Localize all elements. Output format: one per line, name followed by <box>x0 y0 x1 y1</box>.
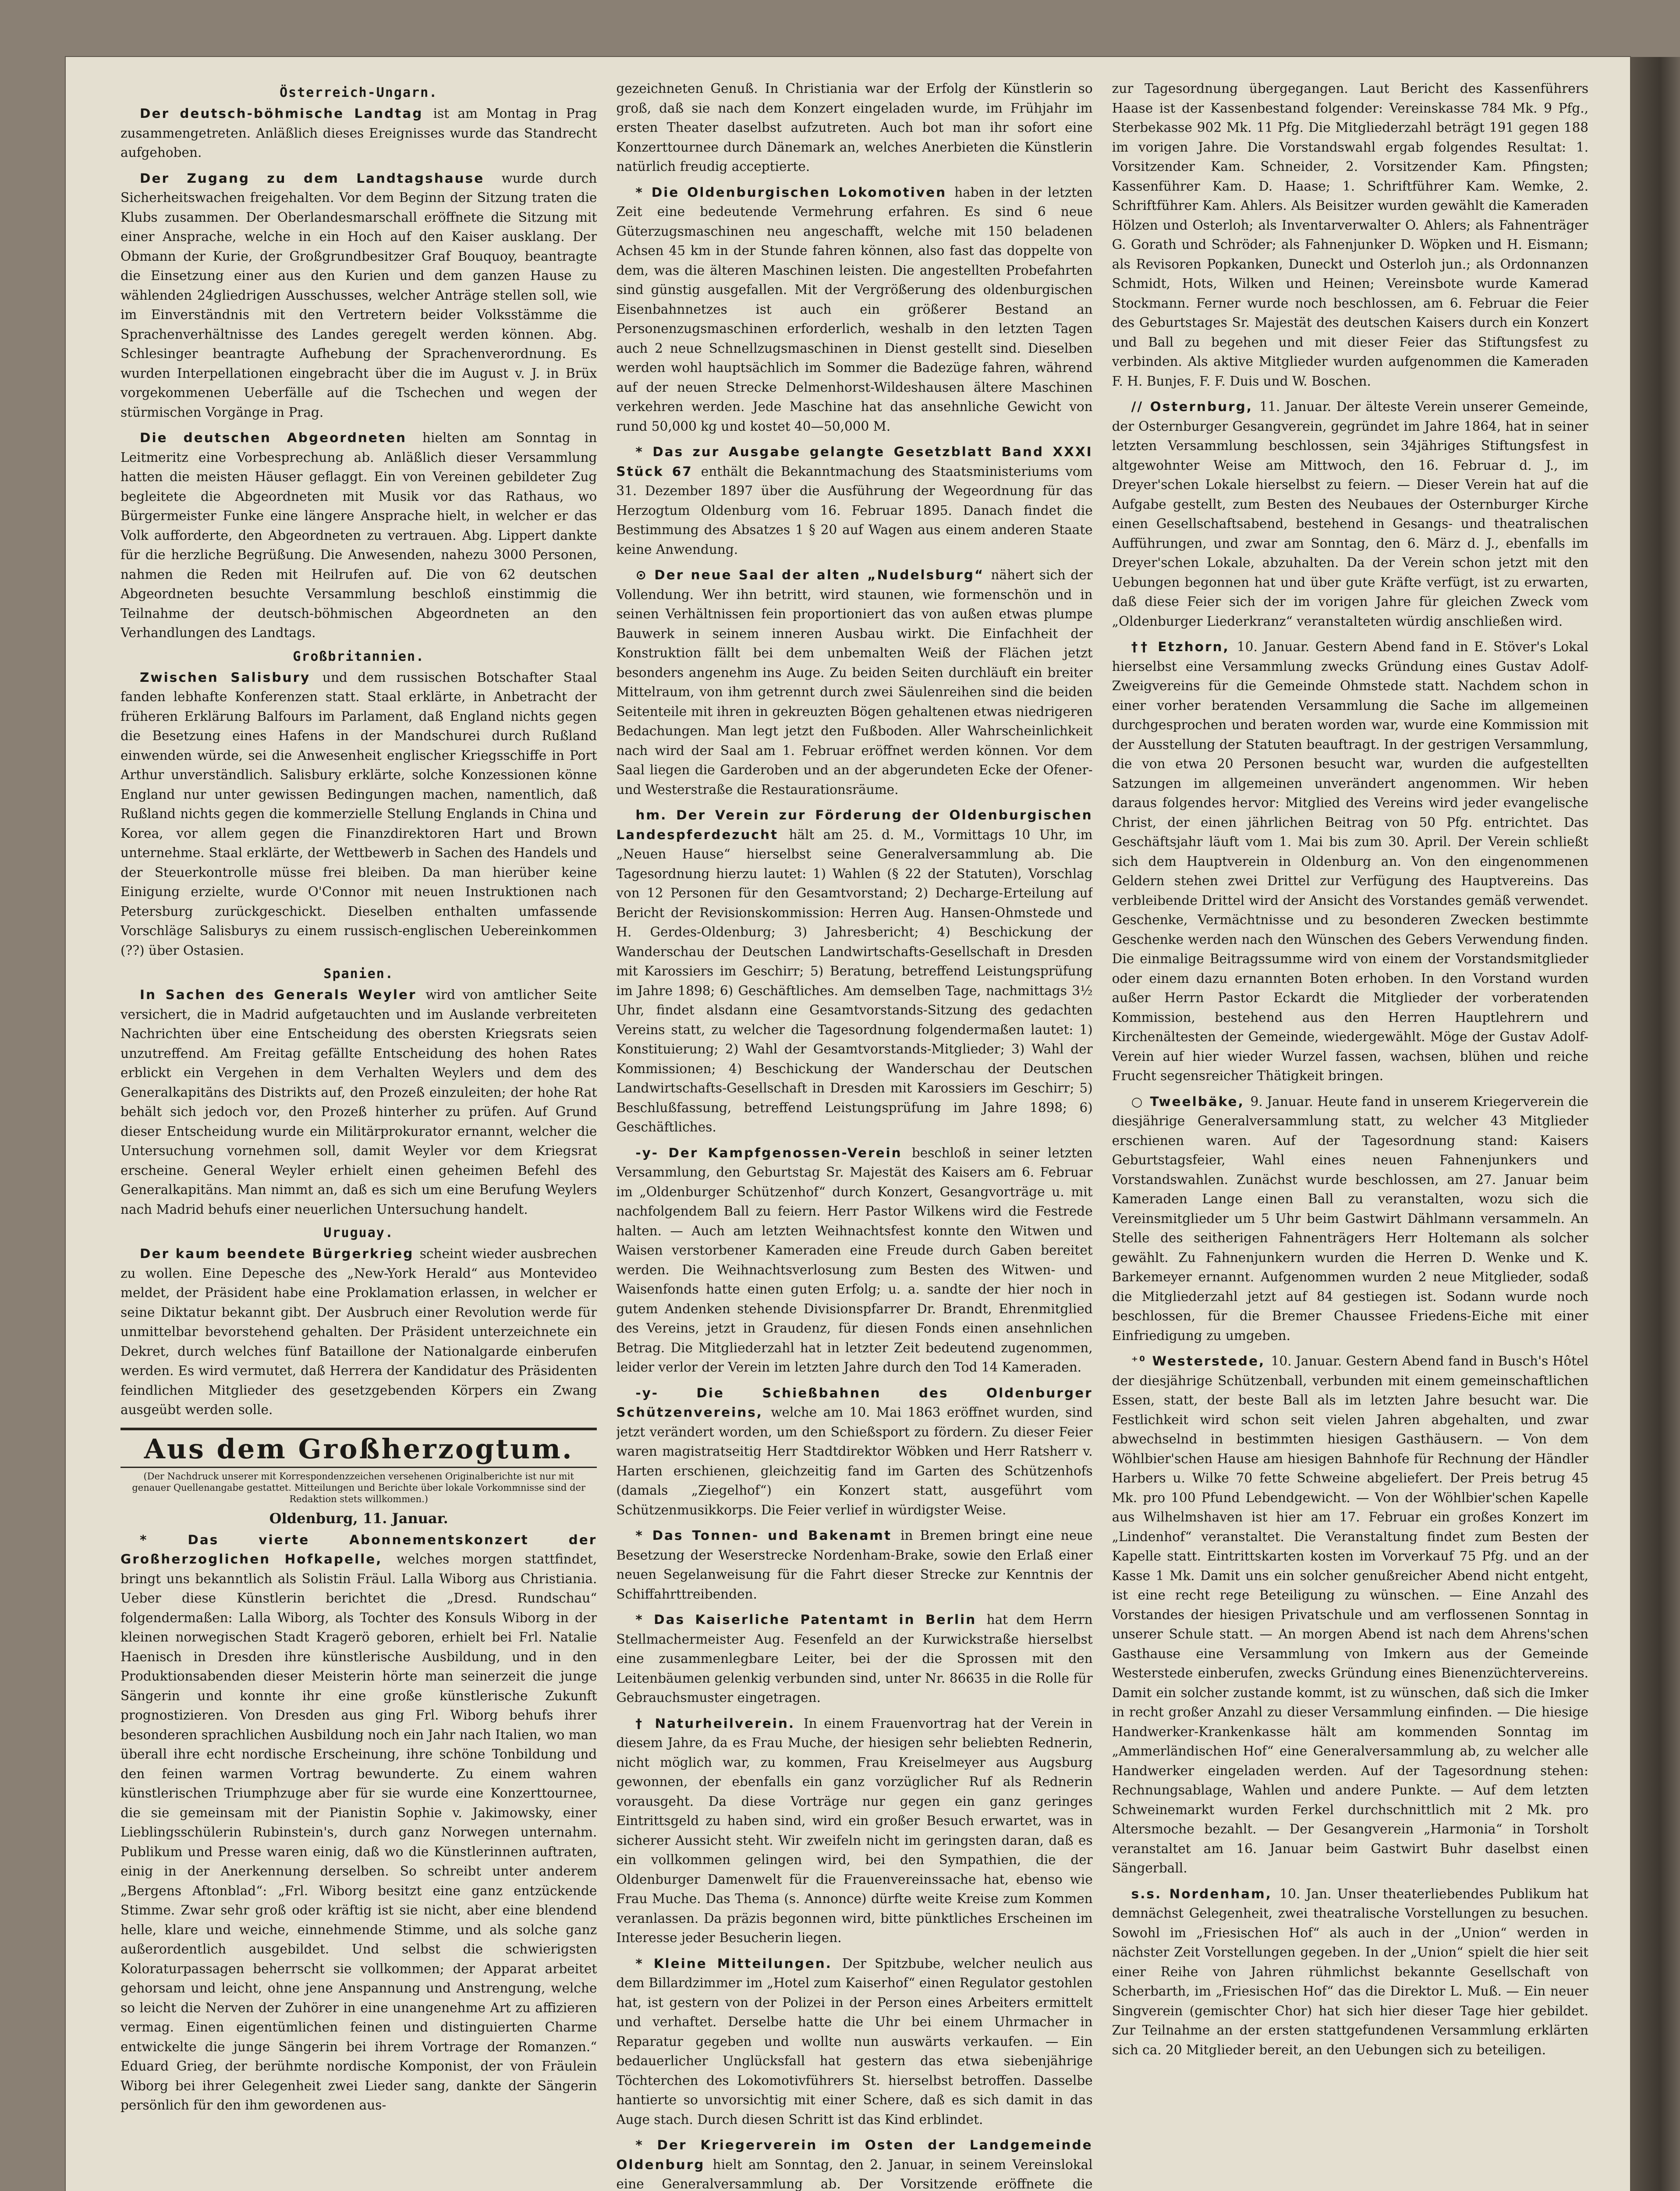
news-paragraph <box>121 104 597 163</box>
section-heading: Österreich-Ungarn. <box>280 85 438 100</box>
news-item <box>1112 1092 1588 1346</box>
item-text: welches morgen stattfindet, bringt uns bekanntlich als Solistin Fräul. Lalla Wiborg aus Christiania. Ueber diese Künstlerin berichtet die „Dresd. Rundschau“ folgendermaßen: Lalla Wiborg, als Tochter des Konsuls Wiborg in der kleinen norwegischen Stadt Kragerö geboren, erhielt bei Frl. Natalie Haenisch in Dresden ihre künstlerische Ausbildung, und in den Produktionsabenden dieser Meisterin hörte man seinerzeit die junge Sängerin und konnte ihr eine große künstlerische Zukunft prognostizieren. Von Dresden aus ging Frl. Wiborg behufs ihrer besonderen sprachlichen Ausbildung noch ein Jahr nach Italien, wo man überall ihre echt nordische Erscheinung, ihre schöne Tonbildung und den feinen warmen Vortrag bewunderte. Zu einem wahren künstlerischen Triumphzuge aber für sie wurde eine Konzerttournee, die sie gemeinsam mit der Pianistin Sophie v. Jakimowsky, einer Lieblingsschülerin Rubinstein's, durch ganz Norwegen unternahm. Publikum und Presse waren einig, daß wo die Künstlerinnen auftraten, einig in der Anerkennung derselben. So schreibt unter anderem „Bergens Aftonblad“: „Frl. Wiborg besitzt eine ganz entzückende Stimme. Zwar sehr groß oder kräftig ist sie nicht, aber eine blendend helle, klare und weiche, einnehmende Stimme, und als solche ganz außerordentlich ausgebildet. Und selbst die schwierigsten Koloraturpassagen beherrscht sie vollkommen; der Apparat arbeitet gehorsam und leicht, ohne jene Anspannung und Anstrengung, welche so leicht die Nerven der Zuhörer in eine unangenehme Art zu affizieren vermag. Einen eigentümlichen feinen und distinguierten Charme entwickelte die junge Sängerin bei ihrem Vortrage der Romanzen.“ Eduard Grieg, der berühmte nordische Komponist, der von Fräulein Wiborg bei ihrer Gelegenheit zwei Lieder sang, dankte der Sängerin persönlich für den ihm gewordenen aus- <box>121 1552 597 2113</box>
news-paragraph <box>1112 1351 1588 1878</box>
news-item <box>616 805 1092 1137</box>
news-paragraph <box>616 183 1092 436</box>
item-lead: -y- Der Kampfgenossen-Verein <box>635 1145 912 1160</box>
item-lead: Der Zugang zu dem Landtagshause <box>140 170 502 186</box>
news-item <box>616 1714 1092 1948</box>
news-paragraph <box>616 1610 1092 1708</box>
item-text: In einem Frauenvortrag hat der Verein in diesem Jahre, da es Frau Muche, der hiesigen sehr beliebten Rednerin, nicht möglich war, zu kommen, Frau Kreiselmeyer aus Augsburg gewonnen, der ebenfalls ein ganz vorzüglicher Ruf als Rednerin vorausgeht. Da diese Vorträge nur gegen ein ganz geringes Eintrittsgeld zu haben sind, wird ein großer Besuch erwartet, was in sicherer Aussicht steht. Wir zweifeln nicht im geringsten daran, daß es ein vollkommen gelingen wird, bei den Sympathien, die der Oldenburger Damenwelt für die Frauenvereinssache hat, ebenso wie Frau Muche. Das Thema (s. Annonce) dürfte weite Kreise zum Kommen veranlassen. Da präzis begonnen wird, bitte pünktliches Erscheinen im Interesse jeder Besucherin liegen. <box>616 1716 1093 1945</box>
item-text: Der Spitzbube, welcher neulich aus dem Billardzimmer im „Hotel zum Kaiserhof“ einen Regulator gestohlen hat, ist gestern von der Polizei in der Person eines Arbeiters ermittelt und verhaftet. Derselbe hatte die Uhr bei einem Uhrmacher in Reparatur gegeben und wollte nun auswärts verkaufen. — Ein bedauerlicher Unglücksfall hat gestern das etwa siebenjährige Töchterchen des Lokomotivführers St. hierselbst betroffen. Dasselbe hantierte so unvorsichtig mit einer Schere, daß es sich damit in das Auge stach. Durch diesen Schritt ist das Kind erblindet. <box>616 1956 1093 2127</box>
news-paragraph <box>121 985 597 1219</box>
section-heading: Großbritannien. <box>293 649 425 664</box>
item-lead: ⊙ Der neue Saal der alten „Nudelsburg“ <box>635 567 991 582</box>
item-text: gezeichneten Genuß. In Christiania war der Erfolg der Künstlerin so groß, daß sie nach dem Konzert eingeladen wurde, im Frühjahr im ersten Theater daselbst aufzutreten. Auch bot man ihr sofort eine Konzerttournee durch Dänemark an, welches Anerbieten die Künstlerin natürlich freudig acceptierte. <box>616 81 1093 174</box>
item-lead: †† Etzhorn, <box>1131 639 1237 654</box>
item-text: welche am 10. Mai 1863 eröffnet wurden, sind jetzt verändert worden, um den Schießsport zu fördern. Zu dieser Feier waren magistratseitig Herr Stadtdirektor Wöbken und Herr Ratsherr v. Harten erschienen, gleichzeitig fand im Garten des Schützenhofs (damals „Ziegelhof“) ein Konzert statt, ausgeführt vom Schützenmusikkorps. Die Feier verlief in würdigster Weise. <box>616 1405 1093 1517</box>
news-item <box>1112 397 1588 631</box>
news-item <box>616 79 1092 177</box>
item-lead: s.s. Nordenham, <box>1131 1886 1280 1901</box>
item-text: in Bremen bringt eine neue Besetzung der Weserstrecke Nordenham-Brake, sowie den Erlaß einer neuen Segelanweisung für die Fahrt dieser Strecke zur Kenntnis der Schiffahrttreibenden. <box>616 1528 1093 1602</box>
news-item <box>121 668 597 961</box>
news-paragraph <box>121 428 597 643</box>
news-item <box>121 104 597 163</box>
item-text: 10. Jan. Unser theaterliebendes Publikum hat demnächst Gelegenheit, zwei theatralische Vorstellungen zu besuchen. Sowohl im „Friesischen Hof“ als auch in der „Union“ werden in nächster Zeit Vorstellungen gegeben. In der „Union“ spielt die hier seit einer Reihe von Jahren rühmlichst bekannte Gesellschaft von Scherbarth, im „Friesischen Hof“ das die Direktor L. Muß. — Ein neuer Singverein (gemischter Chor) hat sich hier dieser Tage hier gebildet. Zur Teilnahme an der ersten stattgefundenen Versammlung erklärten sich ca. 20 Mitglieder bereit, an den Uebungen sich zu beteiligen. <box>1112 1886 1588 2057</box>
item-lead: Der kaum beendete Bürgerkrieg <box>140 1246 420 1261</box>
item-lead: * Das Tonnen- und Bakenamt <box>635 1528 901 1543</box>
news-paragraph <box>616 442 1092 559</box>
item-lead: * Das vierte Abonnementskonzert der Großherzoglichen Hofkapelle, <box>121 1532 597 1567</box>
news-paragraph <box>616 1383 1092 1520</box>
news-item <box>121 428 597 643</box>
item-text: hat dem Herrn Stellmachermeister Aug. Fesenfeld an der Kurwickstraße hierselbst eine zusammenlegbare Leiter, bei der die Sprossen mit den Leitenbäumen gelenkig verbunden sind, unter Nr. 86635 in die Rolle für Gebrauchsmuster eingetragen. <box>616 1612 1093 1705</box>
news-item <box>616 1610 1092 1708</box>
column-2 <box>616 79 1092 2191</box>
regional-section-title: Aus dem Großherzogtum. <box>121 1428 597 1468</box>
item-lead: Die deutschen Abgeordneten <box>140 430 423 445</box>
news-paragraph <box>1112 397 1588 631</box>
text-columns <box>121 79 1588 2191</box>
news-paragraph <box>616 1526 1092 1604</box>
news-item <box>616 1143 1092 1377</box>
news-item <box>1112 79 1588 391</box>
item-lead: -y- Die Schießbahnen des Oldenburger Schützenvereins, <box>616 1385 1093 1420</box>
adjacent-page-edge <box>1630 57 1680 2191</box>
item-text: nähert sich der Vollendung. Wer ihn betritt, wird staunen, wie formenschön und in seinen Verhältnissen fein proportioniert das von außen etwas plumpe Bauwerk in seinem inneren Ausbau wirkt. Die Einfachheit der Konstruktion fällt bei dem unbemalten Weiß der Flächen jetzt besonders angenehm ins Auge. Zu beiden Seiten durchläuft ein breiter Mittelraum, von ihm getrennt durch zwei Säulenreihen sind die beiden Seitenteile mit ihren in gekreuzten Bögen gehaltenen etwas niedrigeren Bedachungen. Man legt jetzt den Fußboden. Aller Wahrscheinlichkeit nach wird der Saal am 1. Februar eröffnet werden können. Vor dem Saal liegen die Garderoben und an der abgerundeten Ecke der Ofener- und Westerstraße die Restaurationsräume. <box>616 567 1093 797</box>
news-paragraph <box>616 1954 1092 2130</box>
item-text: und dem russischen Botschafter Staal fanden lebhafte Konferenzen statt. Staal erklärte, in Anbetracht der früheren Erklärung Balfours im Parlament, daß England nichts gegen die Besetzung eines Hafens in der Mandschurei durch Rußland einwenden würde, sei die Anwesenheit englischer Kriegsschiffe in Port Arthur unverständlich. Salisbury erklärte, solche Konzessionen könne England nur unter gewissen Bedingungen machen, namentlich, daß Rußland nichts gegen die kommerzielle Stellung Englands in China und Korea, vor allem gegen die Finanzdirektoren Hart und Brown unternehme. Staal erklärte, der Wettbewerb in Sachen des Handels und der Steuerkontrolle müsse frei bleiben. Da man hierüber keine Einigung erzielte, wurde O'Connor mit neuen Instruktionen nach Petersburg zurückgeschickt. Dieselben enthalten umfassende Vorschläge Salisburys zu einem russisch-englischen Uebereinkommen (??) über Ostasien. <box>121 670 597 958</box>
news-paragraph <box>616 1714 1092 1948</box>
item-lead: † Naturheilverein. <box>635 1716 804 1731</box>
reprint-notice: (Der Nachdruck unserer mit Korrespondenzzeichen versehenen Originalberichte ist nur mit genauer Quellenangabe gestattet. Mitteilungen und Berichte über lokale Vorkommnisse sind der Redaktion stets willkommen.) <box>132 1471 585 1504</box>
news-item <box>616 1954 1092 2130</box>
item-lead: * Das zur Ausgabe gelangte Gesetzblatt Band XXXI Stück 67 <box>616 444 1093 479</box>
news-item <box>121 1530 597 2115</box>
news-paragraph <box>1112 1884 1588 2060</box>
column-1 <box>121 79 597 2191</box>
item-text: wird von amtlicher Seite versichert, die in Madrid aufgetauchten und im Auslande verbreiteten Nachrichten über eine Entscheidung des obersten Kriegsrats seien unzutreffend. Am Freitag gefällte Entscheidung des hohen Rates erblickt ein Vergehen in dem Verhalten Weylers und dem des Generalkapitäns des Distrikts auf, den Prozeß einzuleiten; der hohe Rat behält sich jedoch vor, den Prozeß hinterher zu prüfen. Auf Grund dieser Entscheidung wurde ein Militärprokurator ernannt, welcher die Untersuchung vornehmen soll, damit Weyler vor dem Kriegsrat erscheine. General Weyler erhielt einen geheimen Befehl des Generalkapitäns. Man nimmt an, daß es sich um eine Berufung Weylers nach Madrid behufs einer neuerlichen Untersuchung handelt. <box>121 987 597 1217</box>
item-text: enthält die Bekanntmachung des Staatsministeriums vom 31. Dezember 1897 über die Ausführung der Wegeordnung für das Herzogtum Oldenburg vom 16. Februar 1895. Danach findet die Bestimmung des Absatzes 1 § 20 auf Wagen aus einem anderen Staate keine Anwendung. <box>616 464 1093 557</box>
news-item <box>616 183 1092 436</box>
news-item <box>616 565 1092 799</box>
item-lead: * Das Kaiserliche Patentamt in Berlin <box>635 1612 987 1627</box>
item-text: zur Tagesordnung übergegangen. Laut Bericht des Kassenführers Haase ist der Kassenbestand folgender: Vereinskasse 784 Mk. 9 Pfg., Sterbekasse 902 Mk. 11 Pfg. Die Mitgliederzahl beträgt 191 gegen 188 im vorigen Jahre. Die Vorstandswahl ergab folgendes Resultat: 1. Vorsitzender Kam. Schneider, 2. Vorsitzender Kam. Pfingsten; Kassenführer Kam. D. Haase; 1. Schriftführer Kam. Wemke, 2. Schriftführer Kam. Ahlers. Als Beisitzer wurden gewählt die Kameraden Hölzen und Osterloh; als Inventarverwalter O. Ahlers; als Fahnenträger G. Gorath und Schröder; als Fahnenjunker D. Wöpken und H. Eismann; als Revisoren Popkanken, Duneckt und Osterloh jun.; als Ordonnanzen Schmidt, Hots, Wilken und Heinen; Vereinsbote wurde Kamerad Stockmann. Ferner wurde noch beschlossen, am 6. Februar die Feier des Geburtstages Sr. Majestät des deutschen Kaisers durch ein Konzert und Ball zu begehen und mit dieser Feier das Stiftungsfest zu verbinden. Als aktive Mitglieder wurden aufgenommen die Kameraden F. H. Bunjes, F. F. Duis und W. Boschen. <box>1112 81 1588 389</box>
news-paragraph <box>616 1143 1092 1377</box>
item-lead: * Die Oldenburgischen Lokomotiven <box>635 184 955 200</box>
section-heading: Spanien. <box>323 966 394 982</box>
item-lead: Zwischen Salisbury <box>140 670 323 685</box>
item-lead: ⁺⁰ Westerstede, <box>1131 1354 1271 1368</box>
news-paragraph <box>616 79 1092 177</box>
news-item <box>616 1526 1092 1604</box>
news-item <box>1112 637 1588 1086</box>
item-text: 11. Januar. Der älteste Verein unserer Gemeinde, der Osternburger Gesangverein, gegründet im Jahre 1864, hat in seiner letzten Versammlung beschlossen, sein 34jähriges Stiftungsfest in altgewohnter Weise am Mittwoch, den 16. Februar d. J., im Dreyer'schen Lokale hierselbst zu feiern. — Dieser Verein hat auf die Aufgabe gestellt, zum Besten des Neubaues der Osternburger Kirche einen Gesellschaftsabend, bestehend in Gesangs- und theatralischen Aufführungen, und zwar am Sonntag, den 6. März d. J., ebenfalls im Dreyer'schen Lokale, abzuhalten. Da der Verein schon jetzt mit den Uebungen begonnen hat und über gute Kräfte verfügt, ist zu erwarten, daß diese Feier sich der im vorigen Jahre für gleichen Zweck vom „Oldenburger Liederkranz“ veranstalteten würdig anschließen wird. <box>1112 399 1588 629</box>
news-paragraph <box>1112 1092 1588 1346</box>
item-lead: Der deutsch-böhmische Landtag <box>140 106 433 121</box>
item-lead: hm. Der Verein zur Förderung der Oldenburgischen Landespferdezucht <box>616 808 1093 842</box>
item-lead: * Der Kriegerverein im Osten der Landgemeinde Oldenburg <box>616 2138 1093 2172</box>
news-paragraph <box>616 2135 1092 2191</box>
item-lead: * Kleine Mitteilungen. <box>635 1956 842 1971</box>
news-paragraph <box>616 805 1092 1137</box>
item-text: 10. Januar. Gestern Abend fand in E. Stöver's Lokal hierselbst eine Versammlung zwecks Gründung eines Gustav Adolf-Zweigvereins für die Gemeinde Ohmstede statt. Nachdem schon in einer vorher beratenden Versammlung die Sache im allgemeinen durchgesprochen und beraten worden war, wurde eine Kommission mit der Ausstellung der Statuten beauftragt. In der gestrigen Versammlung, die von etwa 20 Personen besucht war, wurden die aufgestellten Satzungen im allgemeinen unverändert angenommen. Wir heben daraus folgendes hervor: Mitglied des Vereins wird jeder evangelische Christ, der einen jährlichen Beitrag von 50 Pfg. entrichtet. Das Geschäftsjahr läuft vom 1. Mai bis zum 30. April. Der Verein schließt sich dem Hauptverein in Oldenburg an. Von den eingenommenen Geldern stehen zwei Drittel zur Verfügung des Hauptvereins. Das verbleibende Drittel wird der Ansicht des Vorstandes gemäß verwendet. Geschenke, Vermächtnisse und zu besonderen Zwecken bestimmte Geschenke werden nach den Wünschen des Gebers Verwendung finden. Die einmalige Beitragssumme wird von einem der Vorstandsmitglieder oder einem dazu ernannten Boten erhoben. In den Vorstand wurden außer Herrn Pastor Eckardt die Mitglieder der vorberatenden Kommission, bestehend aus den Herren Hauptlehrern und Kirchenältesten der Gemeinde, wiedergewählt. Möge der Gustav Adolf-Verein auf hier wieder Wurzel fassen, wachsen, blühen und reiche Frucht segensreicher Thätigkeit bringen. <box>1112 639 1588 1083</box>
news-paragraph <box>616 565 1092 799</box>
news-item <box>121 985 597 1219</box>
news-paragraph <box>1112 79 1588 391</box>
news-item <box>121 1244 597 1420</box>
item-text: beschloß in seiner letzten Versammlung, den Geburtstag Sr. Majestät des Kaisers am 6. Februar im „Oldenburger Schützenhof“ durch Konzert, Gesangvorträge u. mit nachfolgendem Ball zu feiern. Herr Pastor Wilkens wird die Festrede halten. — Auch am letzten Weihnachtsfest konnte den Witwen und Waisen verstorbener Kameraden eine Freude durch Gaben bereitet werden. Die Weihnachtsverlosung zum Besten des Witwen- und Waisenfonds hatte einen guten Erfolg; u. a. sandte der hier noch in gutem Andenken stehende Divisionspfarrer Dr. Brandt, Ehrenmitglied des Vereins, jetzt in Graudenz, für diesen Fonds einen ansehnlichen Betrag. Die Mitgliederzahl hat in letzter Zeit bedeutend zugenommen, leider verlor der Verein im letzten Jahre durch den Tod 14 Kameraden. <box>616 1145 1093 1375</box>
news-item <box>1112 1351 1588 1878</box>
news-item <box>1112 1884 1588 2060</box>
news-item <box>616 2135 1092 2191</box>
item-text: hielten am Sonntag in Leitmeritz eine Vorbesprechung ab. Anläßlich dieser Versammlung hatten die meisten Häuser geflaggt. Ein von Vereinen gebildeter Zug begleitete die Abgeordneten mit Musik vor das Rathaus, wo Bürgermeister Funke eine längere Ansprache hielt, in welcher er das Volk aufforderte, den Abgeordneten zu vertrauen. Abg. Lippert dankte für die herzliche Begrüßung. Die Anwesenden, nahezu 3000 Personen, nahmen die Reden mit Heilrufen auf. Die von 62 deutschen Abgeordneten besuchte Versammlung beschloß einstimmig die Teilnahme der deutsch-böhmischen Abgeordneten an den Verhandlungen des Landtags. <box>121 430 597 640</box>
news-paragraph <box>121 1244 597 1420</box>
item-text: hielt am Sonntag, den 2. Januar, in seinem Vereinslokal eine Generalversammlung ab. Der Vorsitzende eröffnete die <box>616 2157 1093 2191</box>
item-text: haben in der letzten Zeit eine bedeutende Vermehrung erfahren. Es sind 6 neue Güterzugsmaschinen neu angeschafft, welche mit 150 beladenen Achsen 45 km in der Stunde fahren können, also fast das doppelte von dem, was die älteren Maschinen leisten. Die angestellten Probefahrten sind günstig ausgefallen. Mit der Vergrößerung des oldenburgischen Eisenbahnnetzes ist auch ein größerer Bestand an Personenzugsmaschinen erforderlich, weshalb in den letzten Tagen auch 2 neue Schnellzugsmaschinen in Dienst gestellt sind. Dieselben werden wohl hauptsächlich im Sommer die Badezüge fahren, während auf der neuen Strecke Delmenhorst-Wildeshausen ältere Maschinen verkehren werden. Jede Maschine hat das ansehnliche Gewicht von rund 50,000 kg und kostet 40—50,000 M. <box>616 184 1093 434</box>
item-text: 9. Januar. Heute fand in unserem Kriegerverein die diesjährige Generalversammlung statt, zu welcher 43 Mitglieder erschienen waren. Auf der Tagesordnung stand: Kaisers Geburtstagsfeier, Wahl eines neuen Fahnenjunkers und Vorstandswahlen. Zunächst wurde beschlossen, am 27. Januar beim Kameraden Lange einen Ball zu veranstalten, wozu sich die Vereinsmitglieder um 5 Uhr beim Gastwirt Dählmann versammeln. An Stelle des seitherigen Fahnenträgers Herr Holtemann als solcher gewählt. Zu Fahnenjunkern wurden die Herren D. Wenke und K. Barkemeyer ernannt. Aufgenommen wurden 2 neue Mitglieder, sodaß die Mitgliederzahl jetzt auf 84 gestiegen ist. Sodann wurde noch beschlossen, für die Bremer Chaussee Friedens-Eiche mit einer Einfriedigung zu umgeben. <box>1112 1094 1588 1343</box>
item-text: 10. Januar. Gestern Abend fand in Busch's Hôtel der diesjährige Schützenball, verbunden mit einem gemeinschaftlichen Essen, statt, der beste Ball als im letzten Jahre besucht war. Die Festlichkeit wird schon seit vielen Jahren abgehalten, und zwar abwechselnd in bestimmten hiesigen Gasthäusern. — Von dem Wöhlbier'schen Hause am hiesigen Bahnhofe für Rechnung der Händler Harbers u. Wilke 70 fette Schweine abgeliefert. Der Preis betrug 45 Mk. pro 100 Pfund Lebendgewicht. — Von der Wöhlbier'schen Kapelle aus Wilhelmshaven ist hier am 17. Februar ein großes Konzert im „Lindenhof“ veranstaltet. Die Veranstaltung findet zum Besten der Kapelle statt. Eintrittskarten kosten im Vorverkauf 75 Pfg. und an der Kasse 1 Mk. Damit uns ein solcher genußreicher Abend nicht entgeht, ist eine recht rege Beteiligung zu wünschen. — Eine Anzahl des Vorstandes der hiesigen Privatschule und am verflossenen Sonntag in unserer Schule statt. — An morgen Abend ist nach dem Ahrens'schen Gasthause eine Versammlung von Imkern aus der Gemeinde Westerstede einberufen, zwecks Gründung eines Bienenzüchtervereins. Damit ein solcher zustande kommt, ist zu wünschen, daß sich die Imker in recht großer Anzahl zu dieser Versammlung einfinden. — Die hiesige Handwerker-Krankenkasse hält am kommenden Sonntag im „Ammerländischen Hof“ eine Generalversammlung ab, zu welcher alle Handwerker eingeladen werden. Auf der Tagesordnung stehen: Rechnungsablage, Wahlen und andere Punkte. — Auf dem letzten Schweinemarkt wurden Ferkel durchschnittlich mit 2 Mk. pro Altersmoche bezahlt. — Der Gesangverein „Harmonia“ in Torsholt veranstaltet am 16. Januar beim Gastwirt Buhr daselbst einen Sängerball. <box>1112 1354 1588 1875</box>
item-lead: ○ Tweelbäke, <box>1131 1094 1251 1109</box>
dateline: Oldenburg, 11. Januar. <box>269 1510 448 1527</box>
section-heading: Uruguay. <box>323 1225 394 1241</box>
item-text: ist am Montag in Prag zusammengetreten. Anläßlich dieses Ereignisses wurde das Standrecht aufgehoben. <box>121 106 597 160</box>
item-lead: // Osternburg, <box>1131 399 1260 414</box>
news-paragraph <box>1112 637 1588 1086</box>
item-lead: In Sachen des Generals Weyler <box>140 987 426 1002</box>
news-paragraph <box>121 169 597 422</box>
news-paragraph <box>121 668 597 961</box>
news-item <box>121 169 597 422</box>
column-3 <box>1112 79 1588 2191</box>
item-text: hält am 25. d. M., Vormittags 10 Uhr, im „Neuen Hause“ hierselbst seine Generalversammlung ab. Die Tagesordnung hierzu lautet: 1) Wahlen (§ 22 der Statuten), Vorschlag von 12 Personen für den Gesamtvorstand; 2) Decharge-Erteilung auf Bericht der Revisionskommission: Herren Aug. Hansen-Ohmstede und H. Gerdes-Oldenburg; 3) Jahresbericht; 4) Beschickung der Wanderschau der Deutschen Landwirtschafts-Gesellschaft in Dresden mit Karossiers im Geschirr; 5) Beratung, betreffend Leistungsprüfung im Jahre 1898; 6) Geschäftliches. Am demselben Tage, nachmittags 3½ Uhr, findet alsdann eine Gesamtvorstands-Sitzung des gedachten Vereins statt, zu welcher die Tagesordnung folgendermaßen lautet: 1) Konstituierung; 2) Wahl der Gesamtvorstands-Mitglieder; 3) Wahl der Kommissionen; 4) Beschickung der Wanderschau der Deutschen Landwirtschafts-Gesellschaft in Dresden mit Karossiers im Geschirr; 5) Beschlußfassung, betreffend Leistungsprüfung im Jahre 1898; 6) Geschäftliches. <box>616 827 1093 1134</box>
news-paragraph <box>121 1530 597 2115</box>
news-item <box>616 442 1092 559</box>
item-text: wurde durch Sicherheitswachen freigehalten. Vor dem Beginn der Sitzung traten die Klubs zusammen. Der Oberlandesmarschall eröffnete die Sitzung mit einer Ansprache, welche in ein Hoch auf den Kaiser ausklang. Der Obmann der Kurie, der Großgrundbesitzer Graf Bouquoy, beantragte die Einsetzung einer aus den Kurien und dem ganzen Hause zu wählenden 24gliedrigen Ausschusses, welcher Anträge stellen soll, wie im Einverständnis mit den Vertretern beider Volksstämme die Sprachenverhältnisse des Landes geregelt werden können. Abg. Schlesinger beantragte Aufhebung der Sprachenverordnung. Es wurden Interpellationen eingebracht über die im August v. J. in Brüx vorgekommenen Ueberfälle auf die Tschechen und wegen der stürmischen Vorgänge in Prag. <box>121 170 597 420</box>
news-item <box>616 1383 1092 1520</box>
item-text: scheint wieder ausbrechen zu wollen. Eine Depesche des „New-York Herald“ aus Montevideo meldet, der Präsident habe eine Proklamation erlassen, in welcher er seine Diktatur bekannt gibt. Der Ausbruch einer Revolution werde für unmittelbar bevorstehend gehalten. Der Präsident unterzeichnete ein Dekret, durch welches fünf Bataillone der Nationalgarde einberufen werden. Es wird vermutet, daß Herrera der Kandidatur des Präsidenten feindlichen Mitglieder des gesetzgebenden Körpers ein Zwang ausgeübt werden solle. <box>121 1246 597 1417</box>
